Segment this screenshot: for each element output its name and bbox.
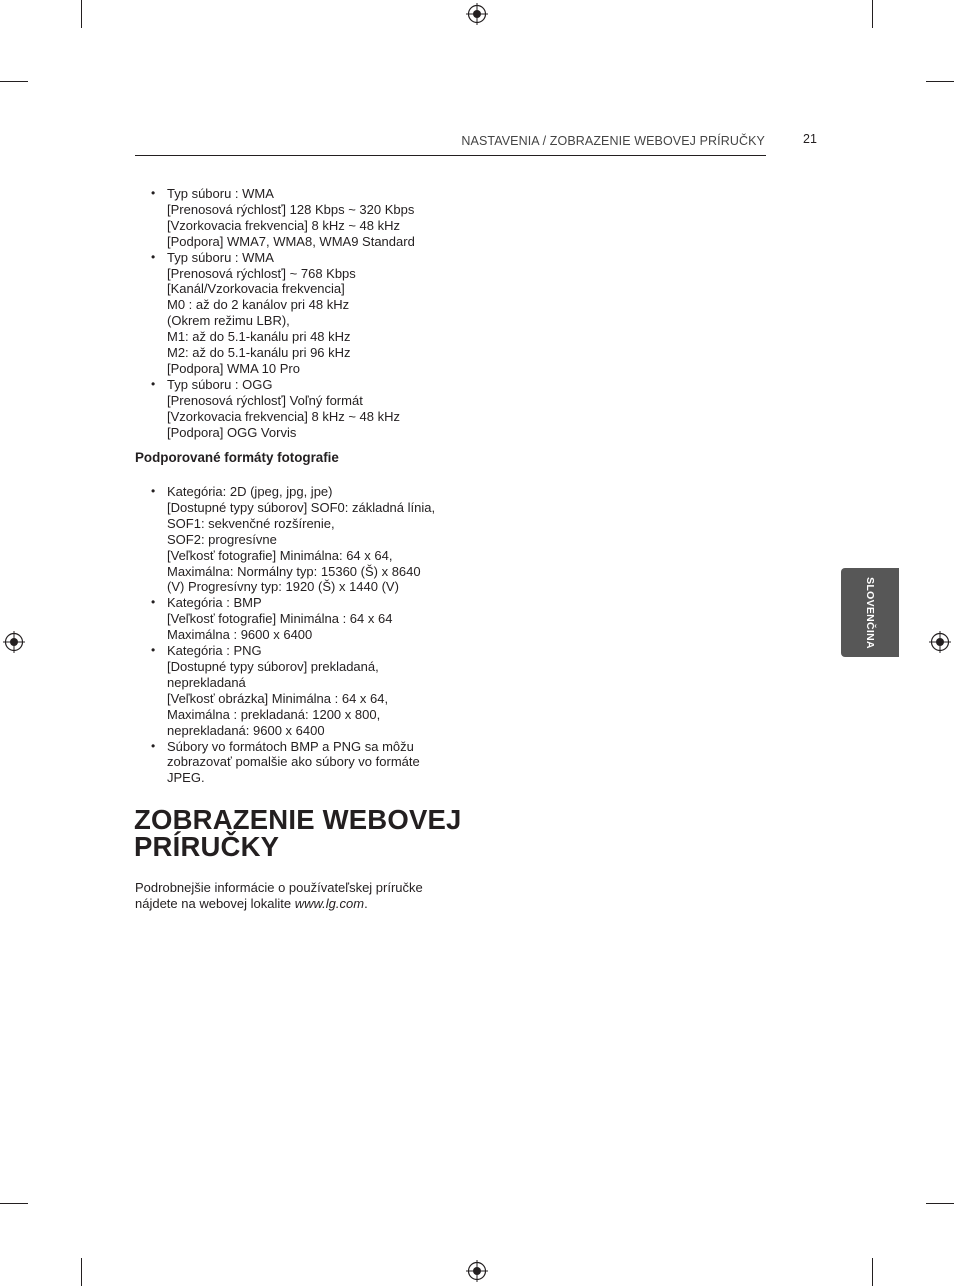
list-item-line: (V) Progresívny typ: 1920 (Š) x 1440 (V): [167, 579, 399, 595]
list-item-line: [Kanál/Vzorkovacia frekvencia]: [167, 281, 345, 297]
list-item-line: M2: až do 5.1-kanálu pri 96 kHz: [167, 345, 351, 361]
list-item-line: • Súbory vo formátoch BMP a PNG sa môžu: [167, 738, 414, 754]
list-item-line: [Vzorkovacia frekvencia] 8 kHz ~ 48 kHz: [167, 408, 401, 424]
list-item-line: zobrazovať pomalšie ako súbory vo formáte: [167, 754, 420, 770]
list-item: [135, 377, 455, 441]
list-item-line: M1: až do 5.1-kanálu pri 48 kHz: [167, 329, 351, 345]
list-item: [135, 643, 455, 738]
crop-mark-right-top: [926, 81, 954, 82]
crop-mark-left-bottom: [0, 1203, 28, 1204]
registration-mark-bottom-icon: [466, 1260, 488, 1282]
list-item-line: • Kategória: 2D (jpeg, jpg, jpe): [167, 484, 333, 499]
crop-mark-right-bottom: [926, 1203, 954, 1204]
list-item: [135, 186, 455, 250]
website-link[interactable]: www.lg.com: [294, 896, 365, 911]
list-item-line: [Prenosová rýchlosť] Voľný formát: [167, 392, 363, 408]
list-item: [135, 250, 455, 377]
list-item-line: JPEG.: [167, 770, 205, 786]
list-item-line: [Prenosová rýchlosť] ~ 768 Kbps: [167, 265, 356, 281]
web-manual-text-line: [135, 896, 423, 912]
web-manual-text: [135, 880, 423, 912]
list-item-line: [Vzorkovacia frekvencia] 8 kHz ~ 48 kHz: [167, 217, 401, 233]
crop-mark-bottom-left: [81, 1258, 82, 1286]
list-item: [135, 595, 455, 643]
list-item-line: neprekladaná: [167, 674, 246, 690]
section-title-line: PRÍRUČKY: [134, 831, 280, 862]
list-item-line: Maximálna : 9600 x 6400: [167, 627, 313, 643]
list-item-line: • Typ súboru : WMA: [167, 186, 274, 201]
running-header: NASTAVENIA / ZOBRAZENIE WEBOVEJ PRÍRUČKY: [461, 134, 765, 148]
list-item-line: [Prenosová rýchlosť] 128 Kbps ~ 320 Kbps: [167, 201, 415, 217]
crop-mark-bottom-right: [872, 1258, 873, 1286]
list-item-line: [Dostupné typy súborov] SOF0: základná línia,: [167, 499, 436, 515]
list-item-line: • Kategória : PNG: [167, 643, 262, 659]
photo-formats-list: [135, 484, 455, 786]
page-number: 21: [803, 132, 817, 146]
registration-mark-right-icon: [929, 631, 951, 653]
list-item-line: (Okrem režimu LBR),: [167, 313, 290, 329]
list-item-line: neprekladaná: 9600 x 6400: [167, 722, 325, 738]
list-item-line: SOF2: progresívne: [167, 531, 277, 547]
list-item-line: [Dostupné typy súborov] prekladaná,: [167, 658, 379, 674]
section-title: [134, 806, 462, 860]
list-item-line: [Podpora] WMA 10 Pro: [167, 360, 300, 376]
web-manual-text-prefix: nájdete na webovej lokalite: [135, 896, 295, 911]
list-item-line: Maximálna : prekladaná: 1200 x 800,: [167, 706, 381, 722]
list-item-line: [Podpora] WMA7, WMA8, WMA9 Standard: [167, 233, 415, 249]
list-item-line: M0 : až do 2 kanálov pri 48 kHz: [167, 297, 350, 313]
registration-mark-top-icon: [466, 3, 488, 25]
list-item-line: [Veľkosť fotografie] Minimálna: 64 x 64,: [167, 547, 393, 563]
photo-formats-heading: Podporované formáty fotografie: [135, 450, 339, 465]
language-side-tab: [841, 568, 899, 657]
web-manual-text-suffix: .: [364, 896, 368, 911]
crop-mark-top-left: [81, 0, 82, 28]
list-item-line: [Podpora] OGG Vorvis: [167, 424, 297, 440]
list-item: [135, 484, 455, 595]
list-item-line: [Veľkosť obrázka] Minimálna : 64 x 64,: [167, 690, 389, 706]
list-item-line: [Veľkosť fotografie] Minimálna : 64 x 64: [167, 611, 393, 627]
list-item-line: • Typ súboru : OGG: [167, 376, 273, 392]
list-item-line: Maximálna: Normálny typ: 15360 (Š) x 8640: [167, 563, 421, 579]
list-item: [135, 739, 455, 787]
list-item-line: SOF1: sekvenčné rozšírenie,: [167, 515, 335, 531]
crop-mark-left-top: [0, 81, 28, 82]
section-title-line: ZOBRAZENIE WEBOVEJ: [134, 804, 462, 835]
web-manual-text-line: Podrobnejšie informácie o používateľskej príručke: [135, 880, 423, 895]
list-item-line: • Typ súboru : WMA: [167, 249, 274, 265]
audio-formats-list: [135, 186, 455, 441]
list-item-line: • Kategória : BMP: [167, 595, 262, 611]
language-side-tab-label: SLOVENČINA: [864, 576, 876, 649]
crop-mark-top-right: [872, 0, 873, 28]
registration-mark-left-icon: [3, 631, 25, 653]
header-rule: [135, 155, 766, 156]
